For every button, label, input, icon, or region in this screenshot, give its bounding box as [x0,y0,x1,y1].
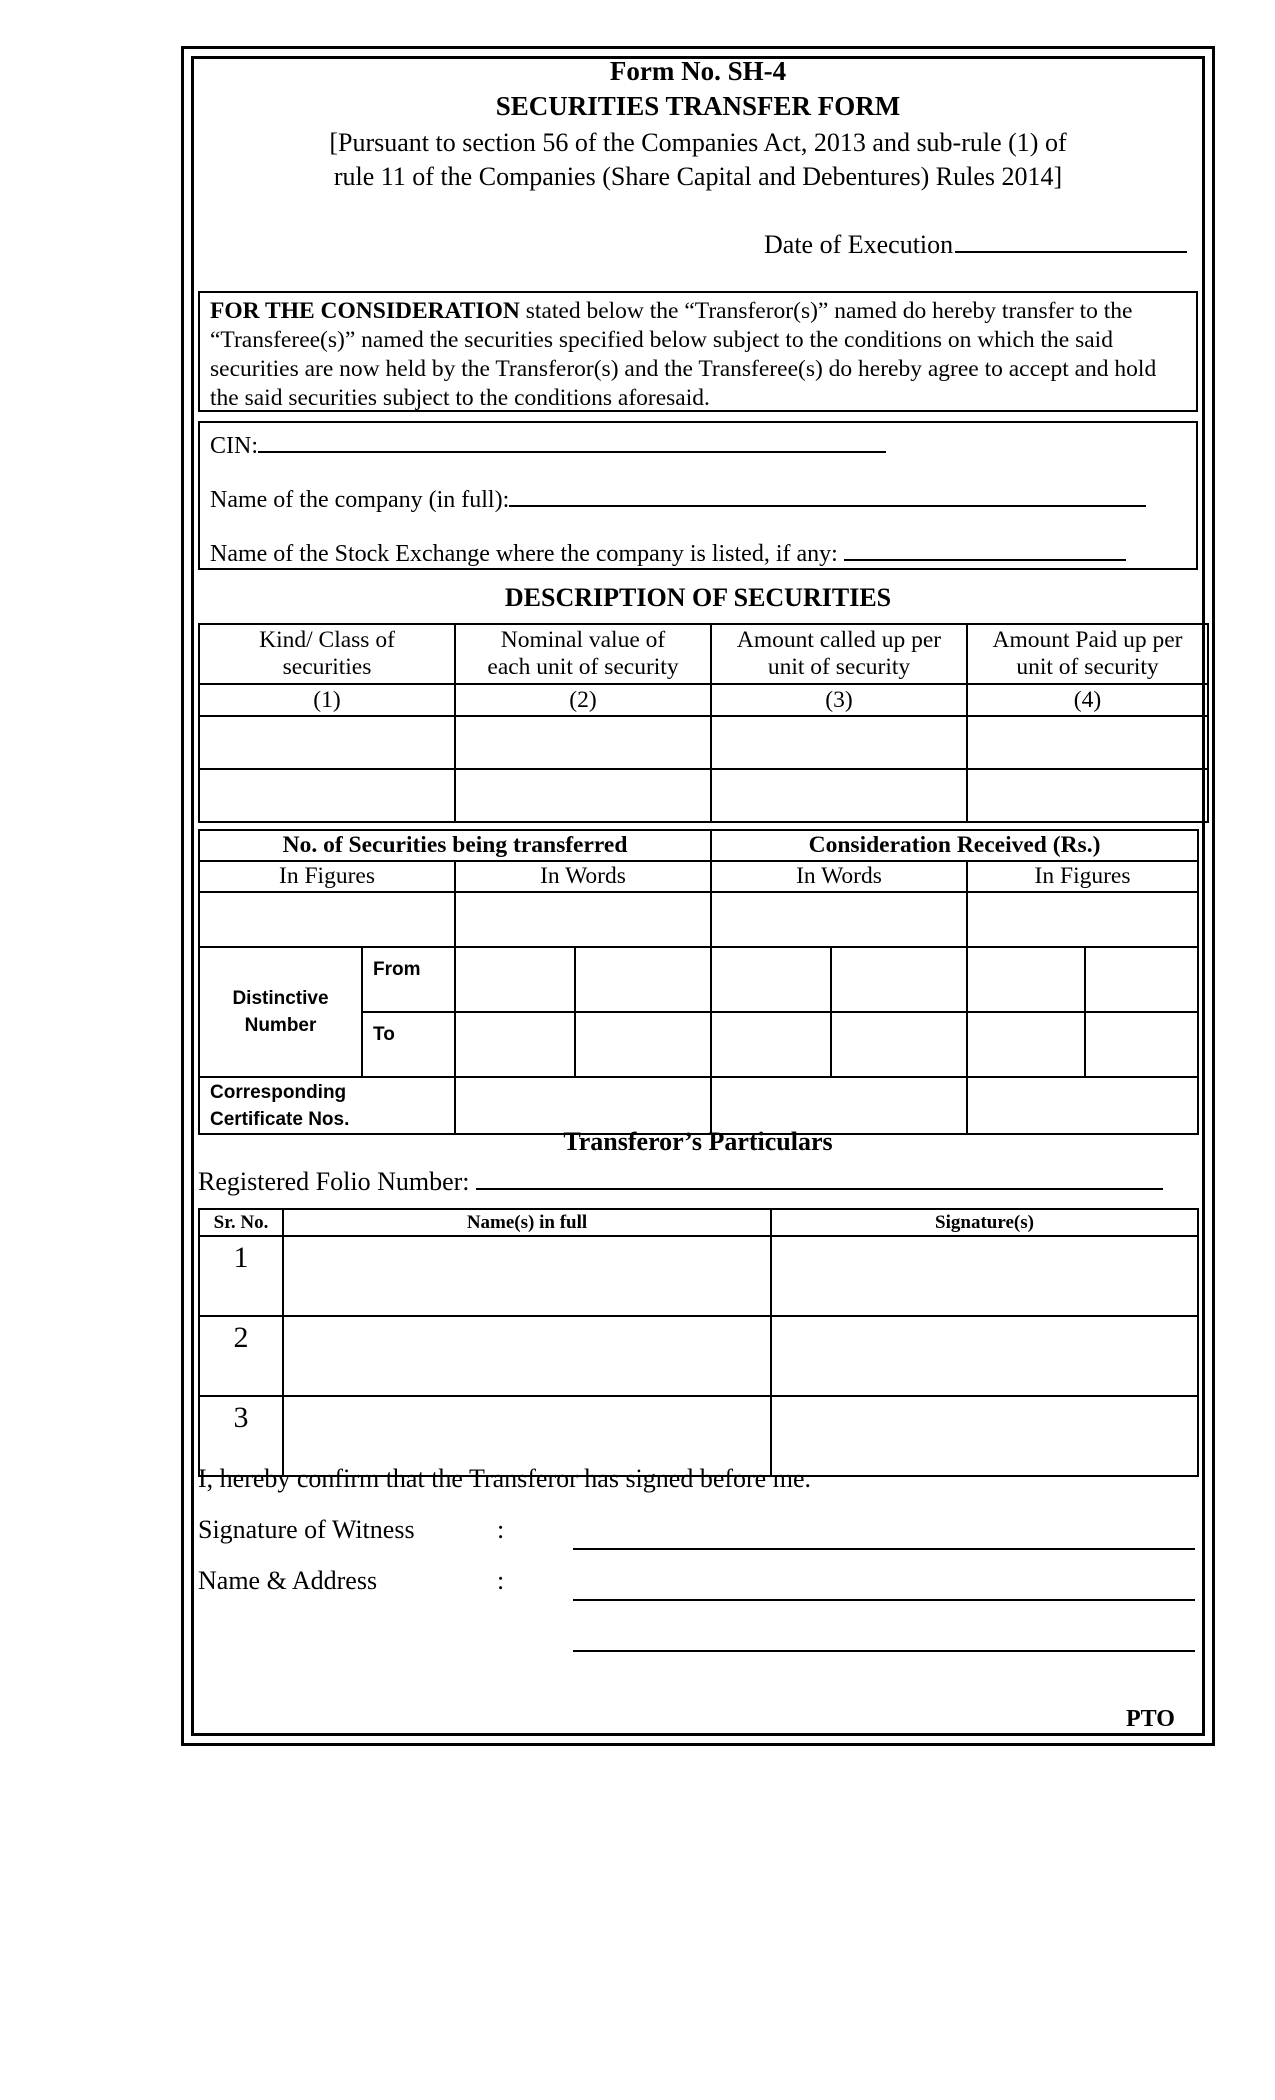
to-label: To [362,1012,455,1077]
colon: : [497,1566,505,1595]
colon: : [497,1515,505,1544]
distinctive-from-cell[interactable] [1085,947,1198,1012]
sr-no: 1 [199,1236,283,1316]
witness-address-field[interactable] [573,1650,1195,1652]
transferor-name-cell[interactable] [283,1316,771,1396]
column-header-amount-called-up: Amount called up per unit of security [711,624,967,684]
certificate-cell[interactable] [455,1077,711,1134]
transferor-particulars-title: Transferor’s Particulars [563,1127,833,1156]
date-of-execution-field[interactable] [955,229,1187,253]
pursuant-line-2: rule 11 of the Companies (Share Capital and Debentures) Rules 2014] [333,162,1063,191]
in-words-header: In Words [711,861,967,892]
form-number: Form No. SH-4 [609,56,787,86]
transferor-signature-cell[interactable] [771,1316,1198,1396]
names-header: Name(s) in full [283,1209,771,1236]
consideration-text: stated below the “Transferor(s)” named do hereby transfer to the “Transferee(s)” named the securities specified below subject to the conditions on which the said securities are now held by the Transferor(s) and the Transferee(s) do hereby agree to accept and hold the said securities subject to the conditions aforesaid. [210,298,1157,411]
in-figures-header: In Figures [967,861,1198,892]
description-title: DESCRIPTION OF SECURITIES [504,583,892,612]
stock-exchange-field[interactable] [844,539,1126,561]
witness-signature-label: Signature of Witness [198,1515,415,1544]
no-of-securities-header: No. of Securities being transferred [199,830,711,861]
distinctive-from-cell[interactable] [711,947,831,1012]
pursuant-line-1: [Pursuant to section 56 of the Companies Act, 2013 and sub-rule (1) of [329,128,1067,157]
description-header-row [199,624,1208,684]
pursuant-note [191,126,1205,194]
from-label: From [362,947,455,1012]
distinctive-from-cell[interactable] [575,947,711,1012]
nominal-value-cell[interactable] [455,769,711,822]
consideration-lead: FOR THE CONSIDERATION [210,298,520,324]
corresponding-certificate-label: Corresponding Certificate Nos. [199,1077,455,1134]
distinctive-from-cell[interactable] [831,947,967,1012]
in-figures-header: In Figures [199,861,455,892]
transferor-signature-cell[interactable] [771,1236,1198,1316]
consideration-in-figures-cell[interactable] [967,892,1198,947]
description-entry-row [199,716,1208,769]
certificate-cell[interactable] [967,1077,1198,1134]
company-name-row [210,485,1146,514]
cin-field[interactable] [258,431,886,453]
signatures-header: Signature(s) [771,1209,1198,1236]
distinctive-from-cell[interactable] [455,947,575,1012]
transferor-table [198,1208,1199,1477]
witness-name-address-field[interactable] [573,1599,1195,1601]
sr-no: 2 [199,1316,283,1396]
transferor-row [199,1236,1198,1316]
transferor-signature-cell[interactable] [771,1396,1198,1476]
transfer-details-table [198,829,1199,1135]
nominal-value-cell[interactable] [455,716,711,769]
distinctive-to-cell[interactable] [575,1012,711,1077]
amount-paid-up-cell[interactable] [967,769,1208,822]
date-of-execution [764,229,1187,260]
stock-exchange-label: Name of the Stock Exchange where the company is listed, if any: [210,541,844,567]
consideration-received-header: Consideration Received (Rs.) [711,830,1198,861]
registered-folio-row [198,1167,1163,1197]
distinctive-from-row [199,947,1198,1012]
form-title: SECURITIES TRANSFER FORM [495,91,901,121]
in-words-header: In Words [455,861,711,892]
certificate-row [199,1077,1198,1134]
certificate-cell[interactable] [711,1077,967,1134]
amount-paid-up-cell[interactable] [967,716,1208,769]
description-entry-row [199,769,1208,822]
distinctive-from-cell[interactable] [967,947,1085,1012]
distinctive-to-cell[interactable] [1085,1012,1198,1077]
distinctive-number-label: Distinctive Number [199,947,362,1077]
distinctive-to-cell[interactable] [967,1012,1085,1077]
column-header-nominal-value: Nominal value of each unit of security [455,624,711,684]
witness-name-address-label: Name & Address [198,1566,378,1595]
distinctive-to-cell[interactable] [831,1012,967,1077]
sr-no: 3 [199,1396,283,1476]
company-name-field[interactable] [509,485,1146,507]
pto-label: PTO [1126,1706,1175,1732]
amount-called-up-cell[interactable] [711,716,967,769]
transferor-name-cell[interactable] [283,1236,771,1316]
consideration-statement [198,291,1198,412]
column-number: (2) [455,684,711,716]
securities-in-figures-cell[interactable] [199,892,455,947]
distinctive-to-cell[interactable] [455,1012,575,1077]
cin-label: CIN: [210,433,258,459]
transfer-subheader-row [199,861,1198,892]
amount-called-up-cell[interactable] [711,769,967,822]
cin-row [210,431,886,460]
distinctive-to-cell[interactable] [711,1012,831,1077]
kind-class-cell[interactable] [199,769,455,822]
witness-signature-field[interactable] [573,1548,1195,1550]
transferor-row [199,1316,1198,1396]
column-number: (1) [199,684,455,716]
column-header-amount-paid-up: Amount Paid up per unit of security [967,624,1208,684]
registered-folio-label: Registered Folio Number: [198,1167,477,1196]
description-number-row [199,684,1208,716]
company-name-label: Name of the company (in full): [210,487,510,513]
column-number: (3) [711,684,967,716]
column-header-kind-class: Kind/ Class of securities [199,624,455,684]
consideration-in-words-cell[interactable] [711,892,967,947]
stock-exchange-row [210,539,1126,568]
securities-in-words-cell[interactable] [455,892,711,947]
transfer-entry-row [199,892,1198,947]
date-of-execution-label: Date of Execution [764,230,954,259]
witness-confirmation: I, hereby confirm that the Transferor has signed before me. [198,1464,811,1493]
company-details-box [198,421,1198,570]
description-table [198,623,1209,823]
transfer-group-header-row [199,830,1198,861]
kind-class-cell[interactable] [199,716,455,769]
transferor-header-row [199,1209,1198,1236]
column-number: (4) [967,684,1208,716]
registered-folio-field[interactable] [476,1168,1163,1190]
sr-no-header: Sr. No. [199,1209,283,1236]
